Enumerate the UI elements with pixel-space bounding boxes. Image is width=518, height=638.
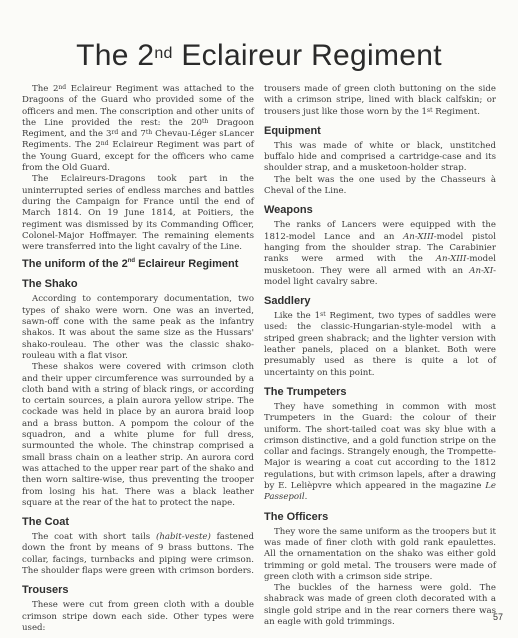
heading-coat: The Coat xyxy=(22,516,70,529)
left-column xyxy=(22,84,254,634)
trousers-paragraph: These were cut from green cloth with a double crimson stripe down each side. Other types were used: xyxy=(22,600,254,633)
page-title xyxy=(0,38,518,74)
heading-saddlery: Saddlery xyxy=(264,295,311,308)
title-text-end: Eclaireur Regiment xyxy=(172,39,442,72)
officers-paragraph-1: They wore the same uniform as the troopers but it was made of finer cloth with gold rank epaulettes. All the ornamentation on the shako was either gold trimming or gold metal. The trousers were made of green cloth with a crimson side stripe. xyxy=(264,526,496,582)
weapons-paragraph: The ranks of Lancers were equipped with the 1812-model Lance and an An-XIII-model pistol hanging from the shoulder strap. The Carabinier ranks were armed with the An-XIII-model musketoon. They were all armed with an An-XI-model light cavalry sabre. xyxy=(264,220,496,287)
title-superscript: nd xyxy=(154,45,173,62)
shako-paragraph-2: These shakos were covered with crimson cloth and their upper circumference was surrounded by a cloth band with a string of black rings, or according to certain sources, a plain aurora yellow stripe. The cockade was held in place by an aurora braid loop and a brass button. A pompom the colour of the squadron, and a white plume for full dress, surmounted the whole. The chinstrap comprised a small brass chain on a leather strip. An aurora cord was attached to the upper rear part of the shako and then worn saltire-wise, thus preventing the trooper from losing his hat. There was a black leather square at the rear of the hat to protect the nape. xyxy=(22,362,254,508)
heading-trousers: Trousers xyxy=(22,584,69,597)
right-column xyxy=(264,84,496,628)
heading-uniform: The uniform of the 2nd Eclaireur Regiment xyxy=(22,258,239,271)
heading-equipment: Equipment xyxy=(264,124,321,137)
title-text: The 2 xyxy=(76,39,155,72)
page-number: 57 xyxy=(493,612,504,622)
campaign-paragraph: The Eclaireurs-Dragons took part in the uninterrupted series of endless marches and battles during the Campaign for France until the end of March 1814. On 19 June 1814, at Poitiers, the regiment was dismissed by its Commanding Officer, Colonel-Major Hoffmayer. The remaining elements were transferred into the light cavalry of the Line. xyxy=(22,174,254,253)
heading-trumpeters: The Trumpeters xyxy=(264,385,347,398)
heading-weapons: Weapons xyxy=(264,204,313,217)
heading-officers: The Officers xyxy=(264,510,329,523)
coat-paragraph: The coat with short tails (habit-veste) fastened down the front by means of 9 brass buttons. The collar, facings, turnbacks and piping were crimson. The shoulder flaps were green with crimson borders. xyxy=(22,532,254,576)
officers-paragraph-2: The buckles of the harness were gold. The shabrack was made of green cloth decorated with a single gold stripe and in the rear corners there was an eagle with gold trimmings. xyxy=(264,583,496,627)
trousers-continued-paragraph: trousers made of green cloth buttoning on the side with a crimson stripe, lined with black calfskin; or trousers just like those worn by the 1st Regiment. xyxy=(264,84,496,117)
heading-shako: The Shako xyxy=(22,278,78,291)
trumpeters-paragraph: They have something in common with most Trumpeters in the Guard: the colour of their uniform. The short-tailed coat was sky blue with a crimson distinctive, and a gold function stripe on the collar and facings. Strangely enough, the Trompette-Major is wearing a coat cut according to the 1812 regulations, but with crimson lapels, after a drawing by E. Lelièpvre which appeared in the magazine Le Passepoil. xyxy=(264,401,496,503)
belt-paragraph: The belt was the one used by the Chasseurs à Cheval of the Line. xyxy=(264,174,496,197)
intro-paragraph: The 2nd Eclaireur Regiment was attached to the Dragoons of the Guard who provided some of the officers and men. The conscription and other units of the Line provided the rest: the 20th Dragoon Regiment, and the 3rd and 7th Chevau-Léger sLancer Regiments. The 2nd Eclaireur Regiment was part of the Young Guard, except for the officers who came from the Old Guard. xyxy=(22,84,254,174)
shako-paragraph-1: According to contemporary documentation, two types of shako were worn. One was an inverted, sawn-off cone with the same peak as the infantry shakos. It was about the same size as the Hussars' shako-rouleau. The other was the classic shako-rouleau with a flat visor. xyxy=(22,294,254,361)
saddlery-paragraph: Like the 1st Regiment, two types of saddles were used: the classic-Hungarian-style-model with a striped green shabrack; and the lighter version with leather panels, placed on a blanket. Both were presumably used as there is quite a lot of uncertainty on this point. xyxy=(264,311,496,378)
equipment-paragraph: This was made of white or black, unstitched buffalo hide and comprised a cartridge-case and its shoulder strap, and a musketoon-holder strap. xyxy=(264,140,496,174)
